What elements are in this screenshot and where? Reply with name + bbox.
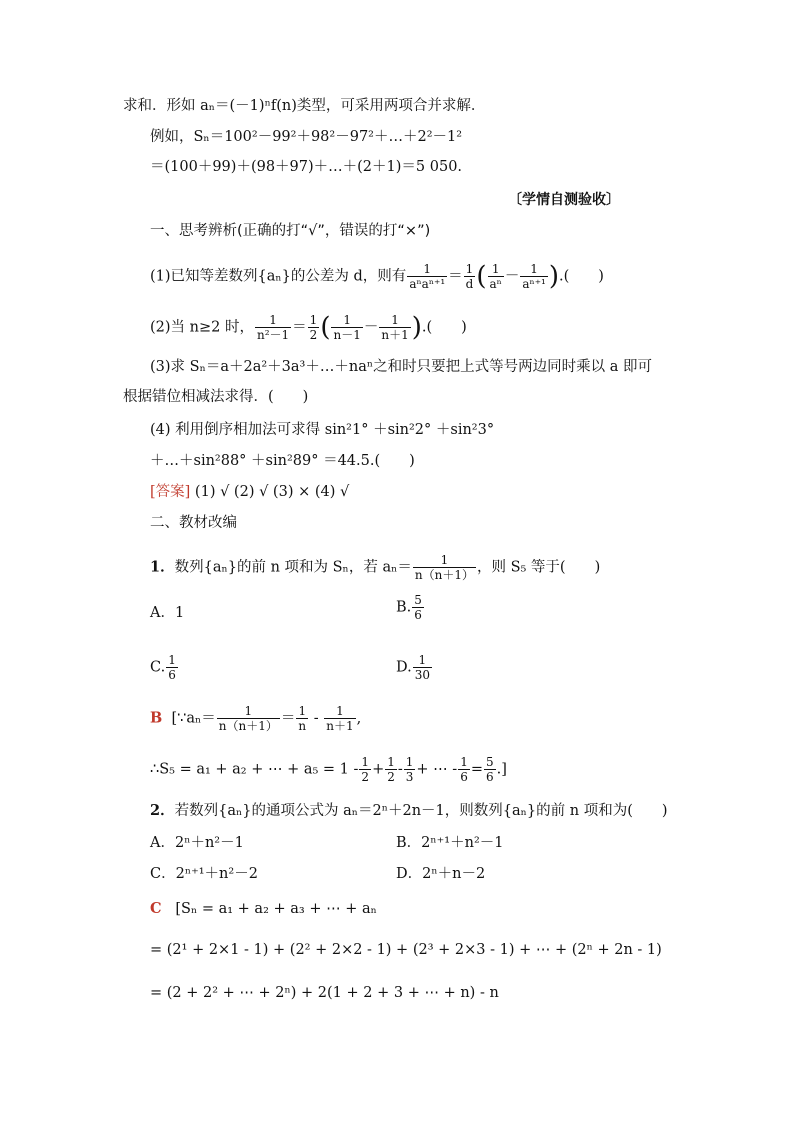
p1-option-a: A．1 [150, 605, 185, 621]
p2-option-c: C．2ⁿ⁺¹＋n²－2 [150, 866, 258, 882]
answer-label: [答案] [150, 484, 191, 500]
q4-line-2: ＋…＋sin²88° ＋sin²89° ＝44.5.( ) [150, 453, 415, 469]
p2-solution-2: = (2¹ + 2×1 - 1) + (2² + 2×2 - 1) + (2³ + 2×3 - 1) + ⋯ + (2ⁿ + 2n - 1) [150, 942, 662, 958]
p2-answer: C [150, 900, 162, 917]
problem-1-line: 1．数列{aₙ}的前 n 项和为 Sₙ，若 aₙ＝ $\frac{1}{n(n+1)}$ ，则 S₅ 等于( ) [150, 553, 601, 582]
q1-frac1: $\frac{1}{\text{aⁿaⁿ⁺¹}}$ [409, 262, 446, 291]
problem-2-line: 2．若数列{aₙ}的通项公式为 aₙ＝2ⁿ＋2n－1，则数列{aₙ}的前 n 项和为( ) [150, 802, 668, 819]
p1-option-b: B. $\frac{5}{6}$ [396, 593, 422, 622]
section2-heading: 二、教材改编 [150, 515, 237, 531]
p2-option-a: A．2ⁿ＋n²－1 [150, 835, 244, 851]
p1-solution-2: ∴S₅ = a₁ + a₂ + ⋯ + a₅ = 1 - $\frac{1}{2}$ + $\frac{1}{2}$ - $\frac{1}{3}$ + ⋯ - $\frac{1}{6}$ = $\frac{5}{6}$ .] [150, 755, 507, 784]
p2-solution-1: C [Sₙ = a₁ + a₂ + a₃ + ⋯ + aₙ [150, 900, 377, 917]
q1-frac3: $\frac{1}{\text{aⁿ}}$ [489, 262, 502, 291]
section1-heading: 一、思考辨析(正确的打“√”，错误的打“×”) [150, 223, 431, 239]
p2-solution-3: = (2 + 2² + ⋯ + 2ⁿ) + 2(1 + 2 + 3 + ⋯ + n) - n [150, 985, 499, 1001]
q1-frac2: $\frac{1}{d}$ [465, 262, 474, 291]
intro-line-1: 求和．形如 aₙ＝(－1)ⁿf(n)类型，可采用两项合并求解． [123, 98, 486, 114]
answer-line [150, 482, 349, 502]
p1-option-c: C. $\frac{1}{6}$ [150, 653, 176, 682]
intro-line-2: 例如，Sₙ＝100²－99²＋98²－97²＋…＋2²－1² [150, 129, 463, 145]
answer-text: (1) √ (2) √ (3) × (4) √ [190, 484, 350, 500]
q2-frac4: $\frac{1}{n+1}$ [381, 313, 409, 342]
p1-frac: $\frac{1}{n(n+1)}$ [414, 553, 474, 582]
q2-frac2: $\frac{1}{2}$ [309, 313, 318, 342]
q2-line: (2)当 n≥2 时， $\frac{1}{\text{n²－1}}$ ＝ $\frac{1}{2}$ ( $\frac{1}{n-1}$ － $\frac{1}{n+1}$ ).( ) [150, 312, 467, 343]
intro-line-3: ＝(100＋99)＋(98＋97)＋…＋(2＋1)＝5 050. [150, 159, 463, 175]
q4-line-1: (4) 利用倒序相加法可求得 sin²1° ＋sin²2° ＋sin²3° [150, 422, 495, 438]
p2-option-d: D．2ⁿ＋n－2 [396, 866, 486, 882]
q3-line-1: (3)求 Sₙ＝a＋2a²＋3a³＋…＋naⁿ之和时只要把上式等号两边同时乘以 a 即可 [150, 359, 652, 375]
section-banner: 〔学情自测验收〕 [508, 192, 620, 208]
q1-frac4: $\frac{1}{\text{aⁿ⁺¹}}$ [522, 262, 546, 291]
p1-solution-1: B [∵aₙ＝ $\frac{1}{n(n+1)}$ ＝ $\frac{1}{n}$ - $\frac{1}{n+1}$ , [150, 704, 362, 733]
q2-frac3: $\frac{1}{n-1}$ [333, 313, 361, 342]
p1-option-d: D. $\frac{1}{30}$ [396, 653, 430, 682]
q3-line-2: 根据错位相减法求得．( ) [123, 389, 309, 405]
p1-answer: B [150, 709, 163, 727]
q1-prefix: (1)已知等差数列{aₙ}的公差为 d，则有 [150, 268, 407, 285]
p2-option-b: B．2ⁿ⁺¹＋n²－1 [396, 835, 504, 851]
q2-frac1: $\frac{1}{\text{n²－1}}$ [256, 313, 290, 342]
q1-line: (1)已知等差数列{aₙ}的公差为 d，则有 $\frac{1}{\text{aⁿaⁿ⁺¹}}$ ＝ $\frac{1}{d}$ ( $\frac{1}{\text{aⁿ}}$ － $\frac{1}{\text{aⁿ⁺¹}}$ ).( ) [150, 261, 604, 292]
